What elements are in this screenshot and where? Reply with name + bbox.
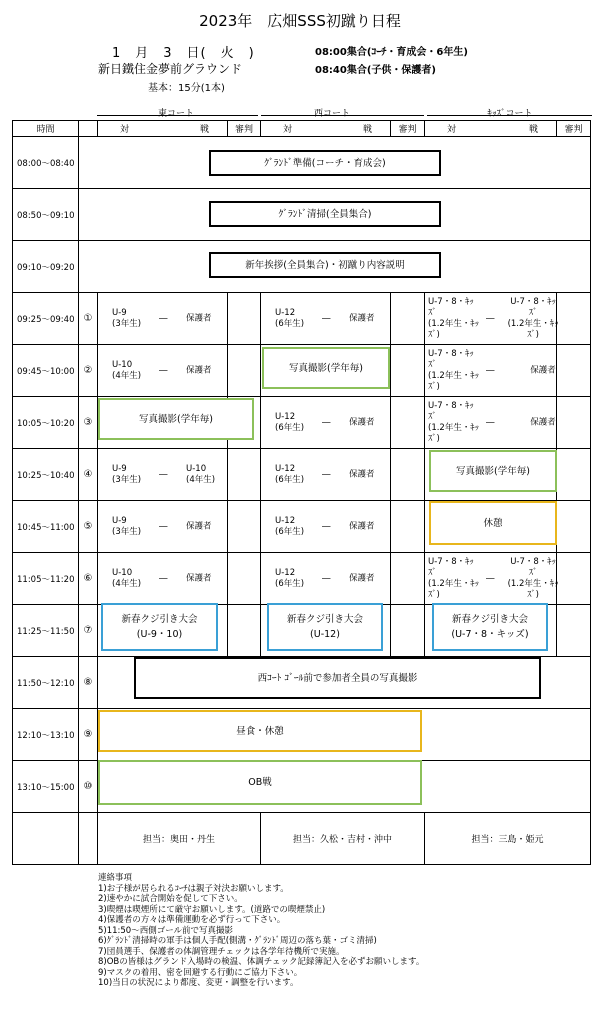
versus-dash: ― — [159, 313, 168, 323]
event-photo-west: 写真撮影(学年毎) — [262, 347, 390, 389]
kids-match-cell — [425, 397, 557, 449]
header-kids-referee: 審判 — [557, 121, 591, 137]
versus-dash: ― — [322, 469, 331, 479]
versus-dash: ― — [322, 417, 331, 427]
note-item: 10)当日の状況により都度、変更・調整を行います。 — [98, 978, 299, 988]
referee-cell — [557, 605, 591, 657]
event-lunch: 昼食・休憩 — [98, 710, 422, 752]
referee-cell — [557, 293, 591, 345]
event-date: 1 月 3 日( 火 ) — [112, 46, 255, 61]
team-left: U-7・8・ｷｯｽﾞ (1.2年生・ｷｯｽﾞ) — [428, 400, 479, 444]
round-number: ⑦ — [79, 605, 98, 657]
east-match-cell — [98, 449, 228, 501]
time-cell: 09:10～09:20 — [13, 241, 79, 293]
time-cell: 09:45～10:00 — [13, 345, 79, 397]
team-left: U-12 (6年生) — [275, 515, 305, 537]
team-left: U-9 (3年生) — [112, 463, 142, 485]
header-east-taisen — [98, 121, 228, 137]
kids-match-cell — [425, 345, 557, 397]
table-header-row — [13, 121, 591, 137]
event-lottery-west — [267, 603, 383, 651]
versus-dash: ― — [322, 521, 331, 531]
west-match-cell — [261, 397, 391, 449]
event-group-photo: 西ｺｰﾄ ｺﾞｰﾙ前で参加者全員の写真撮影 — [134, 657, 541, 699]
team-right: 保護者 — [530, 365, 556, 375]
event-photo-kids: 写真撮影(学年毎) — [429, 450, 557, 492]
round-number: ③ — [79, 397, 98, 449]
note-item: 5)11:50～西側ゴール前で写真撮影 — [98, 925, 234, 936]
referee-cell — [228, 293, 261, 345]
team-left: U-12 (6年生) — [275, 567, 305, 589]
venue: 新日鐵住金夢前グラウンド — [98, 62, 243, 76]
schedule-table — [12, 120, 591, 865]
team-right: 保護者 — [349, 469, 375, 479]
header-taisen-b: 戦 — [528, 125, 538, 135]
team-right: 保護者 — [349, 521, 375, 531]
header-taisen-a: 対 — [120, 125, 130, 135]
court-label-east: 東コート — [157, 109, 194, 119]
event-lottery-east — [101, 603, 218, 651]
referee-cell — [391, 553, 425, 605]
round-number: ① — [79, 293, 98, 345]
versus-dash: ― — [486, 365, 495, 375]
referee-cell — [557, 501, 591, 553]
time-cell: 09:25～09:40 — [13, 293, 79, 345]
team-right: 保護者 — [349, 573, 375, 583]
referee-cell — [391, 605, 425, 657]
note-item: 8)OBの皆様はグランド入場時の検温、体調チェック記録簿記入を必ずお願いします。 — [98, 957, 425, 967]
staff-kids: 担当：三島・姫元 — [425, 813, 591, 865]
note-item: 7)団員選手、保護者の体調管理チェックは各学年待機所で実施。 — [98, 946, 345, 957]
team-left: U-7・8・ｷｯｽﾞ (1.2年生・ｷｯｽﾞ) — [428, 556, 479, 600]
team-left: U-9 (3年生) — [112, 307, 142, 329]
time-cell: 11:25～11:50 — [13, 605, 79, 657]
lottery-group: (U-9・10) — [136, 629, 183, 640]
staff-west: 担当：久松・吉村・沖中 — [261, 813, 425, 865]
staff-east: 担当：奥田・丹生 — [98, 813, 261, 865]
staff-row — [13, 813, 591, 865]
referee-cell — [228, 553, 261, 605]
court-label-west: 西コート — [313, 109, 350, 119]
referee-cell — [228, 605, 261, 657]
round-number: ⑨ — [79, 709, 98, 761]
round-number: ④ — [79, 449, 98, 501]
team-right: 保護者 — [349, 417, 375, 427]
meet-time-2: 08:40集合(子供・保護者) — [315, 65, 436, 76]
event-lottery-kids — [432, 603, 548, 651]
team-right: U-7・8・ｷｯｽﾞ (1.2年生・ｷｯｽﾞ) — [507, 296, 559, 340]
lottery-title: 新春クジ引き大会 — [451, 614, 528, 625]
round-number: ② — [79, 345, 98, 397]
east-match-cell — [98, 345, 228, 397]
table-row — [13, 553, 591, 605]
court-line-west — [261, 115, 424, 116]
meet-time-1: 08:00集合(ｺｰﾁ・育成会・6年生) — [315, 47, 468, 58]
referee-cell — [228, 449, 261, 501]
team-right: 保護者 — [530, 417, 556, 427]
basic-rule: 基本：15分(1本) — [148, 83, 225, 94]
team-left: U-7・8・ｷｯｽﾞ (1.2年生・ｷｯｽﾞ) — [428, 296, 479, 340]
note-item: 2)速やかに試合開始を促して下さい。 — [98, 894, 243, 904]
east-match-cell — [98, 293, 228, 345]
note-item: 3)喫煙は喫煙所にて厳守お願いします。(道路での喫煙禁止) — [98, 904, 326, 915]
event-ground-prep: ｸﾞﾗﾝﾄﾞ準備(コーチ・育成会) — [209, 150, 441, 176]
referee-cell — [228, 345, 261, 397]
time-cell: 08:00～08:40 — [13, 137, 79, 189]
time-cell: 10:25～10:40 — [13, 449, 79, 501]
team-right: 保護者 — [186, 365, 212, 375]
team-left: U-10 (4年生) — [112, 359, 142, 381]
court-line-kids — [427, 115, 592, 116]
kids-match-cell — [425, 293, 557, 345]
header-num — [79, 121, 98, 137]
referee-cell — [228, 501, 261, 553]
team-left: U-12 (6年生) — [275, 463, 305, 485]
referee-cell — [391, 449, 425, 501]
team-right: U-7・8・ｷｯｽﾞ (1.2年生・ｷｯｽﾞ) — [507, 556, 559, 600]
notes-section — [98, 873, 424, 989]
header-taisen-a: 対 — [447, 125, 457, 135]
team-left: U-9 (3年生) — [112, 515, 142, 537]
court-line-east — [97, 115, 258, 116]
referee-cell — [391, 293, 425, 345]
referee-cell — [391, 501, 425, 553]
team-right: 保護者 — [349, 313, 375, 323]
round-number: ⑥ — [79, 553, 98, 605]
header-east-referee: 審判 — [228, 121, 261, 137]
lottery-title: 新春クジ引き大会 — [286, 614, 363, 625]
time-cell: 10:05～10:20 — [13, 397, 79, 449]
round-number: ⑩ — [79, 761, 98, 813]
time-cell: 12:10～13:10 — [13, 709, 79, 761]
header-taisen-b: 戦 — [362, 125, 372, 135]
west-match-cell — [261, 293, 391, 345]
team-left: U-10 (4年生) — [112, 567, 142, 589]
event-rest-kids: 休憩 — [429, 501, 557, 545]
versus-dash: ― — [322, 573, 331, 583]
event-photo-east: 写真撮影(学年毎) — [98, 398, 254, 440]
referee-cell — [391, 397, 425, 449]
kids-match-cell — [425, 553, 557, 605]
versus-dash: ― — [159, 573, 168, 583]
note-item: 6)ｸﾞﾗﾝﾄﾞ清掃時の軍手は個人手配(側溝・ｸﾞﾗﾝﾄﾞ周辺の落ち葉・ゴミ清掃) — [98, 936, 377, 946]
versus-dash: ― — [322, 313, 331, 323]
east-match-cell — [98, 553, 228, 605]
note-item: 4)保護者の方々は準備運動を必ず行って下さい。 — [98, 915, 286, 925]
court-label-kids: ｷｯｽﾞコート — [487, 109, 533, 119]
west-match-cell — [261, 501, 391, 553]
west-match-cell — [261, 553, 391, 605]
event-greeting: 新年挨拶(全員集合)・初蹴り内容説明 — [209, 252, 441, 278]
time-cell: 11:50～12:10 — [13, 657, 79, 709]
time-cell: 10:45～11:00 — [13, 501, 79, 553]
team-left: U-7・8・ｷｯｽﾞ (1.2年生・ｷｯｽﾞ) — [428, 348, 479, 392]
versus-dash: ― — [159, 365, 168, 375]
header-west-referee: 審判 — [391, 121, 425, 137]
team-right: 保護者 — [186, 521, 212, 531]
time-cell: 11:05～11:20 — [13, 553, 79, 605]
time-cell: 13:10～15:00 — [13, 761, 79, 813]
team-right: 保護者 — [186, 313, 212, 323]
lottery-group: (U-12) — [310, 629, 340, 640]
round-number — [79, 813, 98, 865]
round-number: ⑤ — [79, 501, 98, 553]
note-item: 1)お子様が居られるｺｰﾁは親子対決お願いします。 — [98, 883, 289, 894]
versus-dash: ― — [486, 313, 495, 323]
versus-dash: ― — [159, 469, 168, 479]
team-left: U-12 (6年生) — [275, 411, 305, 433]
lottery-group: (U-7・8・キッズ) — [451, 629, 529, 640]
west-match-cell — [261, 449, 391, 501]
header-west-taisen — [261, 121, 391, 137]
east-match-cell — [98, 501, 228, 553]
time-cell: 08:50～09:10 — [13, 189, 79, 241]
header-time: 時間 — [13, 121, 79, 137]
round-number: ⑧ — [79, 657, 98, 709]
header-taisen-a: 対 — [283, 125, 293, 135]
event-ground-clean: ｸﾞﾗﾝﾄﾞ清掃(全員集合) — [209, 201, 441, 227]
page-title: 2023年 広畑SSS初蹴り日程 — [199, 12, 401, 30]
time-cell — [13, 813, 79, 865]
event-ob-match: OB戦 — [98, 760, 422, 805]
referee-cell — [391, 345, 425, 397]
versus-dash: ― — [486, 417, 495, 427]
referee-cell — [557, 553, 591, 605]
table-row — [13, 293, 591, 345]
team-left: U-12 (6年生) — [275, 307, 305, 329]
referee-cell — [557, 449, 591, 501]
versus-dash: ― — [159, 521, 168, 531]
versus-dash: ― — [486, 573, 495, 583]
header-kids-taisen — [425, 121, 557, 137]
note-item: 9)マスクの着用、密を回避する行動にご協力下さい。 — [98, 967, 303, 978]
header-taisen-b: 戦 — [199, 125, 209, 135]
notes-title: 連絡事項 — [98, 873, 133, 883]
team-right: 保護者 — [186, 573, 212, 583]
lottery-title: 新春クジ引き大会 — [121, 614, 198, 625]
team-right: U-10 (4年生) — [186, 463, 216, 485]
